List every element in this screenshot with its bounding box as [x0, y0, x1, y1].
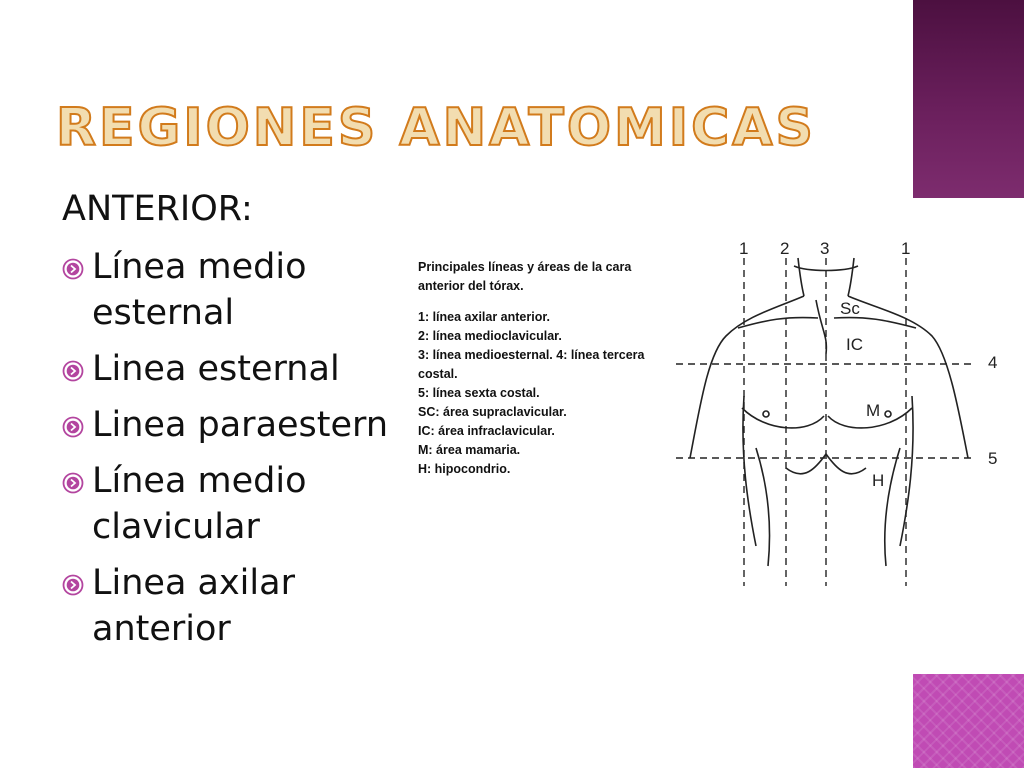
right-shoulder-outline: [848, 296, 968, 458]
legend-line: H: hipocondrio.: [418, 462, 511, 476]
legend-line: SC: área supraclavicular.: [418, 405, 567, 419]
left-nipple: [763, 411, 769, 417]
bullet-item: [62, 346, 402, 392]
circle-arrow-icon: [62, 416, 84, 438]
bullet-text-line1: Línea medio: [92, 247, 307, 287]
legend-heading: anterior del tórax.: [418, 279, 524, 293]
clavicle-right: [834, 317, 916, 328]
legend-line: 5: línea sexta costal.: [418, 386, 540, 400]
diagram-label-1-left: 1: [739, 239, 749, 258]
bullet-text-line1: Linea axilar: [92, 563, 295, 603]
left-pectoral: [742, 408, 824, 428]
bullet-item: [62, 458, 402, 550]
legend-line: costal.: [418, 367, 458, 381]
legend-heading: Principales líneas y áreas de la cara: [418, 260, 632, 274]
bullet-list: [62, 244, 402, 662]
bullet-text-line2: anterior: [92, 609, 231, 649]
left-flank: [756, 448, 770, 566]
diagram-label-1-right: 1: [901, 239, 911, 258]
circle-arrow-icon: [62, 360, 84, 382]
legend-line: IC: área infraclavicular.: [418, 424, 555, 438]
diagram-label-4: 4: [988, 353, 998, 372]
bullet-text-line2: clavicular: [92, 507, 260, 547]
legend-line: 2: línea medioclavicular.: [418, 329, 562, 343]
sternal-notch: [816, 300, 826, 354]
decorative-band-bottom: [913, 674, 1024, 768]
diagram-label-h: H: [872, 471, 885, 490]
legend-line: M: área mamaria.: [418, 443, 521, 457]
thorax-diagram: [676, 236, 1016, 592]
bullet-item: [62, 244, 402, 336]
bullet-text-line2: esternal: [92, 293, 235, 333]
jaw-outline: [794, 266, 858, 271]
diagram-label-3: 3: [820, 239, 830, 258]
diagram-label-ic: IC: [846, 335, 863, 354]
section-heading: ANTERIOR:: [62, 189, 253, 229]
legend-line: 1: línea axilar anterior.: [418, 310, 551, 324]
left-shoulder-outline: [690, 296, 804, 458]
decorative-band-top: [913, 0, 1024, 198]
circle-arrow-icon: [62, 574, 84, 596]
diagram-label-5: 5: [988, 449, 998, 468]
diagram-label-m: M: [866, 401, 881, 420]
circle-arrow-icon: [62, 258, 84, 280]
bullet-text-line1: Linea esternal: [92, 349, 340, 389]
diagram-label-sc: Sc: [840, 299, 860, 318]
bullet-text-line1: Linea paraestern: [92, 405, 388, 445]
circle-arrow-icon: [62, 472, 84, 494]
figure-legend: [418, 258, 718, 479]
bullet-item: [62, 402, 402, 448]
legend-line: 3: línea medioesternal. 4: línea tercera: [418, 348, 645, 362]
diagram-label-2: 2: [780, 239, 790, 258]
right-flank: [885, 448, 900, 566]
slide-title: REGIONES ANATOMICAS: [56, 98, 816, 158]
bullet-item: [62, 560, 402, 652]
right-nipple: [885, 411, 891, 417]
bullet-text-line1: Línea medio: [92, 461, 307, 501]
